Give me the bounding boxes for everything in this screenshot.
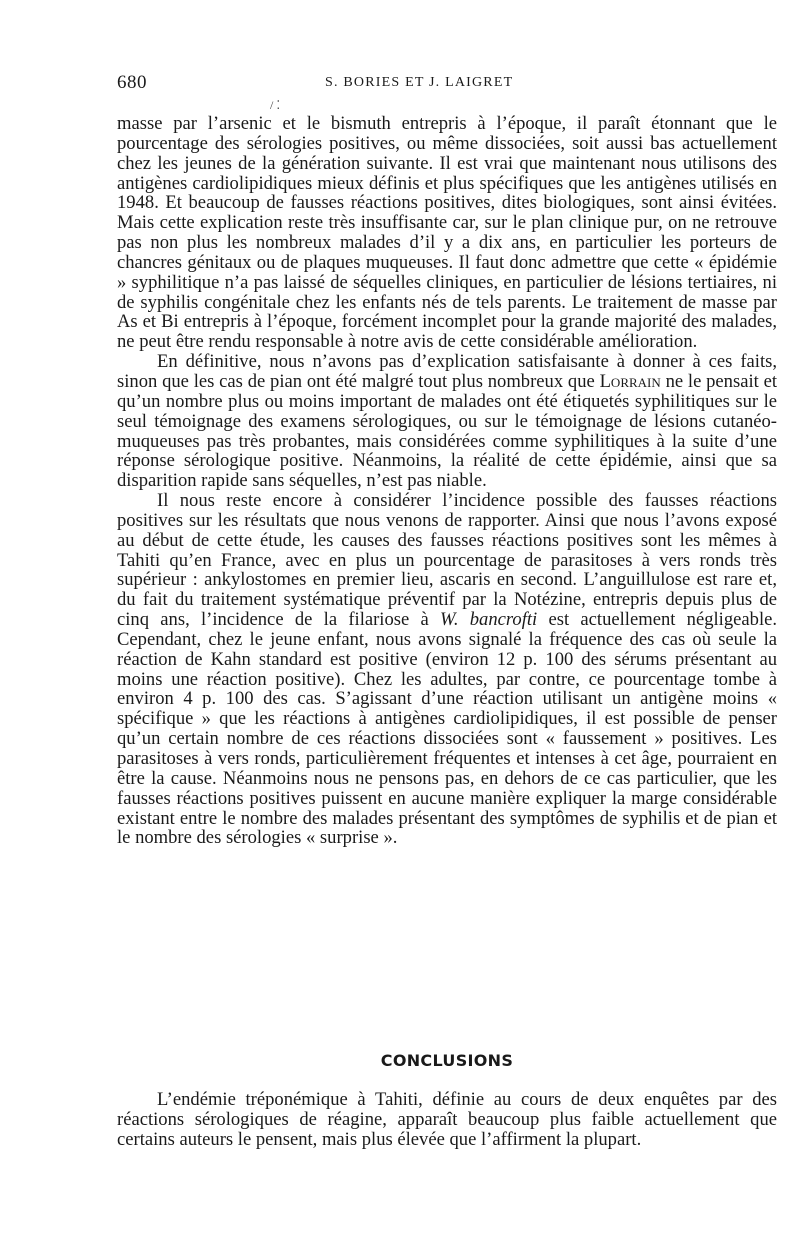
author-name: Lorrain [599,370,661,392]
paragraph-2-text-b: ne le pensait et qu’un nombre plus ou moins important de malades ont été étiquetés syphilitiques sur le seul témoignage des examens sérologiques, ou sur le témoignage de lésions cutanéo-muqueuses pas très probantes, mais considérées comme syphilitiques à la suite d’une réponse sérologique positive. Néanmoins, la réalité de cette épidémie, ainsi que sa disparition rapide sans séquelles, n’est pas niable. [117,370,777,492]
conclusion-paragraph: L’endémie tréponémique à Tahiti, définie au cours de deux enquêtes par des réactions sérologiques de réagine, apparaît beaucoup plus faible actuellement que certains auteurs le pensent, mais plus élevée que l’affirment la plupart. [117,1089,777,1150]
body-text [117,114,777,848]
page-number: 680 [117,72,147,93]
species-name: W. bancrofti [440,609,538,631]
paragraph-2 [117,352,777,491]
paragraph-1: masse par l’arsenic et le bismuth entrepris à l’époque, il paraît étonnant que le pourcentage des sérologies positives, ou même dissociées, soit aussi bas actuellement chez les jeunes de la génération suivante. Il est vrai que maintenant nous utilisons des antigènes cardiolipidiques mieux définis et plus spécifiques que les antigènes utilisés en 1948. Et beaucoup de fausses réactions positives, dites biologiques, sont ainsi évitées. Mais cette explication reste très insuffisante car, sur le plan clinique pur, on ne retrouve pas non plus les nombreux malades d’il y a dix ans, en particulier les porteurs de chancres génitaux ou de plaques muqueuses. Il faut donc admettre que cette « épidémie » syphilitique n’a pas laissé de séquelles cliniques, en particulier de lésions tertiaires, ni de syphilis congénitale chez les enfants nés de tels parents. Le traitement de masse par As et Bi entrepris à l’époque, forcément incomplet pour la grande majorité des malades, ne peut être rendu responsable à notre avis de cette considérable amélioration. [117,113,777,353]
paragraph-3 [117,491,777,848]
paragraph-2-text-a: En définitive, nous n’avons pas d’explication satisfaisante à donner à ces faits, sinon que les cas de pian ont été malgré tout plus nombreux que [117,351,777,392]
handwritten-mark: / ⁚ [270,98,281,112]
paragraph-3-text-b: est actuellement négligeable. Cependant, chez le jeune enfant, nous avons signalé la fréquence des cas où seule la réaction de Kahn standard est positive (environ 12 p. 100 des sérums présentant au moins une réaction positive). Chez les adultes, par contre, ce pourcentage tombe à environ 4 p. 100 des cas. S’agissant d’une réaction utilisant un antigène moins « spécifique » que les réactions à antigènes cardiolipidiques, il est possible de penser qu’un certain nombre de ces réactions dissociées sont « faussement » positives. Les parasitoses à vers ronds, particulièrement fréquentes et intenses à cet âge, pourraient en être la cause. Néanmoins nous ne pensons pas, en dehors de ce cas particulier, que les fausses réactions positives puissent en aucune manière expliquer la marge considérable existant entre le nombre des malades présentant des symptômes de syphilis et de pian et le nombre des sérologies « surprise ». [117,609,778,849]
running-head: S. BORIES ET J. LAIGRET [325,75,514,90]
page-header [117,72,783,98]
section-heading: CONCLUSIONS [380,1051,514,1070]
conclusion-text [117,1090,777,1150]
paragraph-3-text-a: Il nous reste encore à considérer l’incidence possible des fausses réactions positives sur les résultats que nous venons de rapporter. Ainsi que nous l’avons exposé au début de cette étude, les causes des fausses réactions positives sont les mêmes à Tahiti qu’en France, avec en plus un pourcentage de parasitoses à vers ronds très supérieur : ankylostomes en premier lieu, ascaris en second. L’anguillulose est rare et, du fait du traitement systématique préventif par la Notézine, entrepris depuis plus de cinq ans, l’incidence de la filariose à [117,490,777,631]
